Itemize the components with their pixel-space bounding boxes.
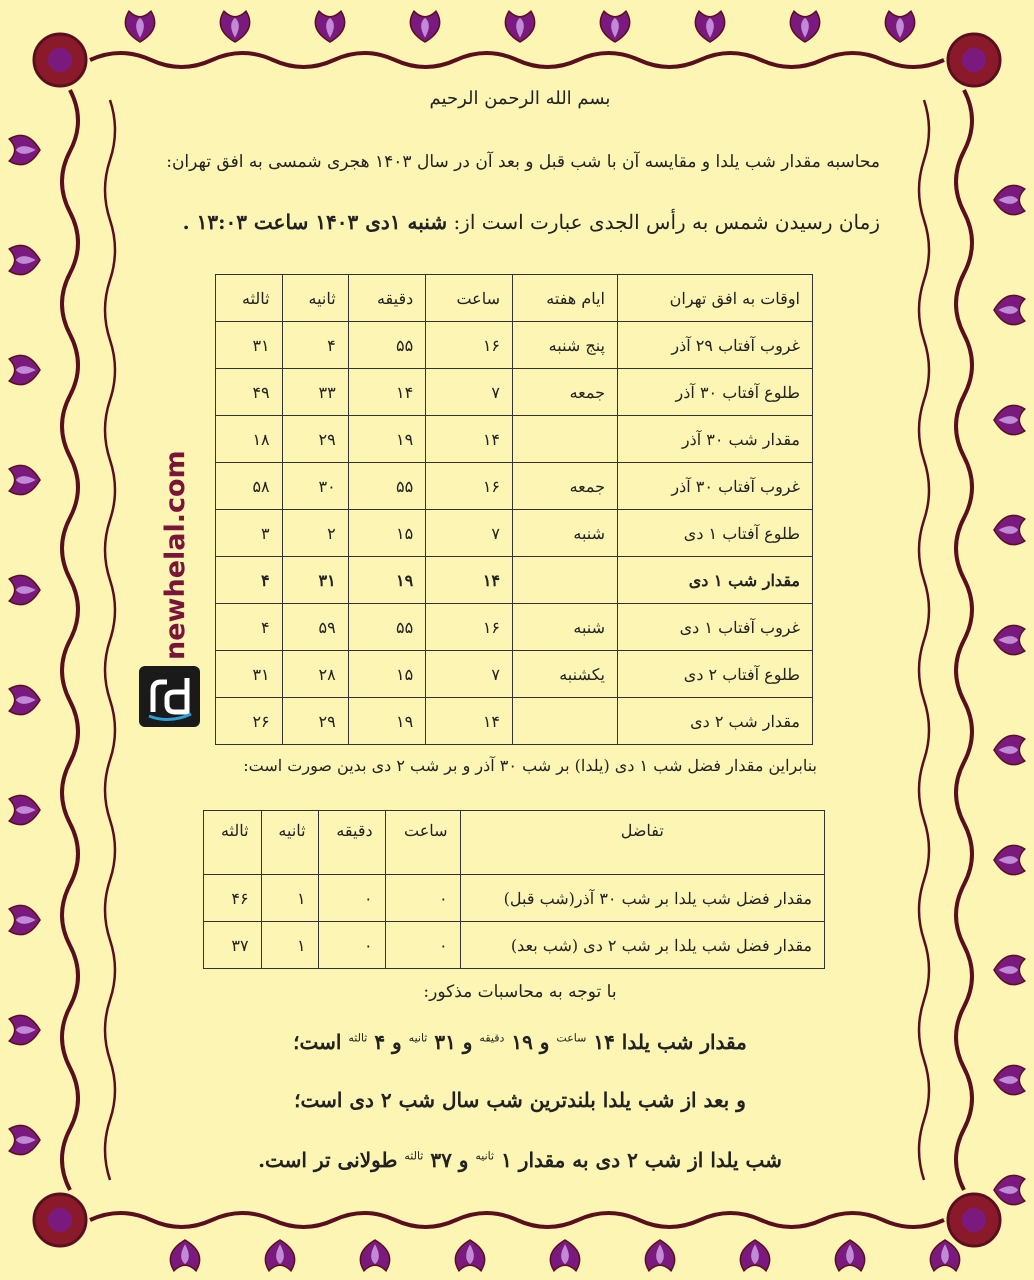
third-cell: ۴۹: [216, 369, 283, 416]
second-cell: ۳۳: [282, 369, 348, 416]
times-table-row: [216, 416, 813, 463]
minute-cell: ۱۵: [348, 651, 426, 698]
difference-table-header: [204, 811, 825, 875]
hour-cell: ۱۴: [426, 416, 513, 463]
time-label-cell: مقدار شب ۱ دی: [618, 557, 813, 604]
third-cell: ۳۱: [216, 322, 283, 369]
second-cell: ۳۱: [282, 557, 348, 604]
third-cell: ۴: [216, 557, 283, 604]
site-logo-icon: [139, 666, 200, 727]
col-header-third: ثالثه: [216, 275, 283, 322]
c3-sup-third: ثالثه: [404, 1149, 424, 1163]
second-cell: ۵۹: [282, 604, 348, 651]
hour-cell: ۰: [385, 875, 460, 922]
time-label-cell: غروب آفتاب ۳۰ آذر: [618, 463, 813, 510]
c1-sup-hour: ساعت: [556, 1031, 587, 1045]
col-header-second: ثانیه: [282, 275, 348, 322]
minute-cell: ۱۴: [348, 369, 426, 416]
hour-cell: ۱۶: [426, 604, 513, 651]
minute-cell: ۵۵: [348, 604, 426, 651]
basmala: بسم الله الرحمن الرحیم: [429, 88, 611, 109]
col-header-minute: دقیقه: [348, 275, 426, 322]
weekday-cell: [513, 416, 618, 463]
time-label-cell: طلوع آفتاب ۲ دی: [618, 651, 813, 698]
second-cell: ۱: [261, 875, 318, 922]
col-header-third: ثالثه: [204, 811, 262, 875]
second-cell: ۳۰: [282, 463, 348, 510]
third-cell: ۲۶: [216, 698, 283, 745]
col-header-weekday: ایام هفته: [513, 275, 618, 322]
second-cell: ۲۹: [282, 416, 348, 463]
times-table: [215, 274, 813, 745]
col-header-times: اوقات به افق تهران: [618, 275, 813, 322]
minute-cell: ۱۹: [348, 698, 426, 745]
times-table-row: [216, 604, 813, 651]
c1-d: و ۴: [374, 1030, 402, 1054]
time-label-cell: طلوع آفتاب ۳۰ آذر: [618, 369, 813, 416]
weekday-cell: [513, 557, 618, 604]
c1-b: و ۱۹: [511, 1030, 550, 1054]
hour-cell: ۷: [426, 369, 513, 416]
times-table-row: [216, 510, 813, 557]
c1-e: است؛: [293, 1030, 342, 1054]
time-label-cell: مقدار شب ۲ دی: [618, 698, 813, 745]
difference-table-row: [204, 875, 825, 922]
hour-cell: ۰: [385, 922, 460, 969]
c1-c: و ۳۱: [434, 1030, 473, 1054]
hour-cell: ۱۶: [426, 463, 513, 510]
col-header-hour: ساعت: [385, 811, 460, 875]
time-label-cell: غروب آفتاب ۲۹ آذر: [618, 322, 813, 369]
second-cell: ۲۸: [282, 651, 348, 698]
hour-cell: ۷: [426, 651, 513, 698]
hour-cell: ۱۶: [426, 322, 513, 369]
intro-text: محاسبه مقدار شب یلدا و مقایسه آن با شب قبل و بعد آن در سال ۱۴۰۳ هجری شمسی به افق تهران:: [166, 152, 880, 172]
solstice-prefix: زمان رسیدن شمس به رأس الجدی عبارت است از:: [453, 210, 880, 234]
times-table-row: [216, 557, 813, 604]
time-label-cell: طلوع آفتاب ۱ دی: [618, 510, 813, 557]
c1-sup-third: ثالثه: [348, 1031, 368, 1045]
hour-cell: ۱۴: [426, 557, 513, 604]
solstice-time: [120, 210, 880, 234]
minute-cell: ۱۹: [348, 557, 426, 604]
difference-intro: بنابراین مقدار فضل شب ۱ دی (یلدا) بر شب ۳۰ آذر و بر شب ۲ دی بدین صورت است:: [243, 756, 817, 775]
watermark-site: newhelal.com: [160, 450, 191, 660]
times-table-row: [216, 651, 813, 698]
hour-cell: ۷: [426, 510, 513, 557]
minute-cell: ۰: [318, 875, 385, 922]
third-cell: ۵۸: [216, 463, 283, 510]
minute-cell: ۰: [318, 922, 385, 969]
third-cell: ۳۷: [204, 922, 262, 969]
difference-table: [203, 810, 825, 969]
c3-sup-sec: ثانیه: [475, 1149, 495, 1163]
times-table-row: [216, 698, 813, 745]
col-header-hour: ساعت: [426, 275, 513, 322]
third-cell: ۴: [216, 604, 283, 651]
conclusion-line-3: [120, 1148, 920, 1172]
difference-label-cell: مقدار فضل شب یلدا بر شب ۳۰ آذر(شب قبل): [460, 875, 824, 922]
times-table-row: [216, 322, 813, 369]
second-cell: ۴: [282, 322, 348, 369]
c1-sup-min: دقیقه: [479, 1031, 505, 1045]
c3-c: طولانی تر است.: [258, 1148, 398, 1172]
time-label-cell: غروب آفتاب ۱ دی: [618, 604, 813, 651]
weekday-cell: [513, 698, 618, 745]
conclusion-line-1: [120, 1030, 920, 1054]
solstice-value: شنبه ۱دی ۱۴۰۳ ساعت ۱۳:۰۳ .: [182, 210, 448, 234]
weekday-cell: شنبه: [513, 510, 618, 557]
hour-cell: ۱۴: [426, 698, 513, 745]
col-header-second: ثانیه: [261, 811, 318, 875]
weekday-cell: شنبه: [513, 604, 618, 651]
conclusion-line-2: و بعد از شب یلدا بلندترین شب سال شب ۲ دی است؛: [294, 1088, 746, 1112]
times-table-row: [216, 463, 813, 510]
weekday-cell: یکشنبه: [513, 651, 618, 698]
times-table-row: [216, 369, 813, 416]
c3-b: و ۳۷: [430, 1148, 469, 1172]
conclusion-note: با توجه به محاسبات مذکور:: [423, 982, 617, 1002]
c1-sup-sec: ثانیه: [408, 1031, 428, 1045]
weekday-cell: جمعه: [513, 369, 618, 416]
minute-cell: ۵۵: [348, 322, 426, 369]
third-cell: ۳: [216, 510, 283, 557]
second-cell: ۲۹: [282, 698, 348, 745]
difference-label-cell: مقدار فضل شب یلدا بر شب ۲ دی (شب بعد): [460, 922, 824, 969]
third-cell: ۱۸: [216, 416, 283, 463]
col-header-difference: تفاضل: [460, 811, 824, 875]
c1-a: مقدار شب یلدا ۱۴: [593, 1030, 747, 1054]
weekday-cell: جمعه: [513, 463, 618, 510]
weekday-cell: پنج شنبه: [513, 322, 618, 369]
minute-cell: ۱۹: [348, 416, 426, 463]
third-cell: ۳۱: [216, 651, 283, 698]
minute-cell: ۱۵: [348, 510, 426, 557]
second-cell: ۲: [282, 510, 348, 557]
minute-cell: ۵۵: [348, 463, 426, 510]
col-header-minute: دقیقه: [318, 811, 385, 875]
third-cell: ۴۶: [204, 875, 262, 922]
time-label-cell: مقدار شب ۳۰ آذر: [618, 416, 813, 463]
second-cell: ۱: [261, 922, 318, 969]
times-table-header: [216, 275, 813, 322]
c3-a: شب یلدا از شب ۲ دی به مقدار ۱: [501, 1148, 782, 1172]
difference-table-row: [204, 922, 825, 969]
